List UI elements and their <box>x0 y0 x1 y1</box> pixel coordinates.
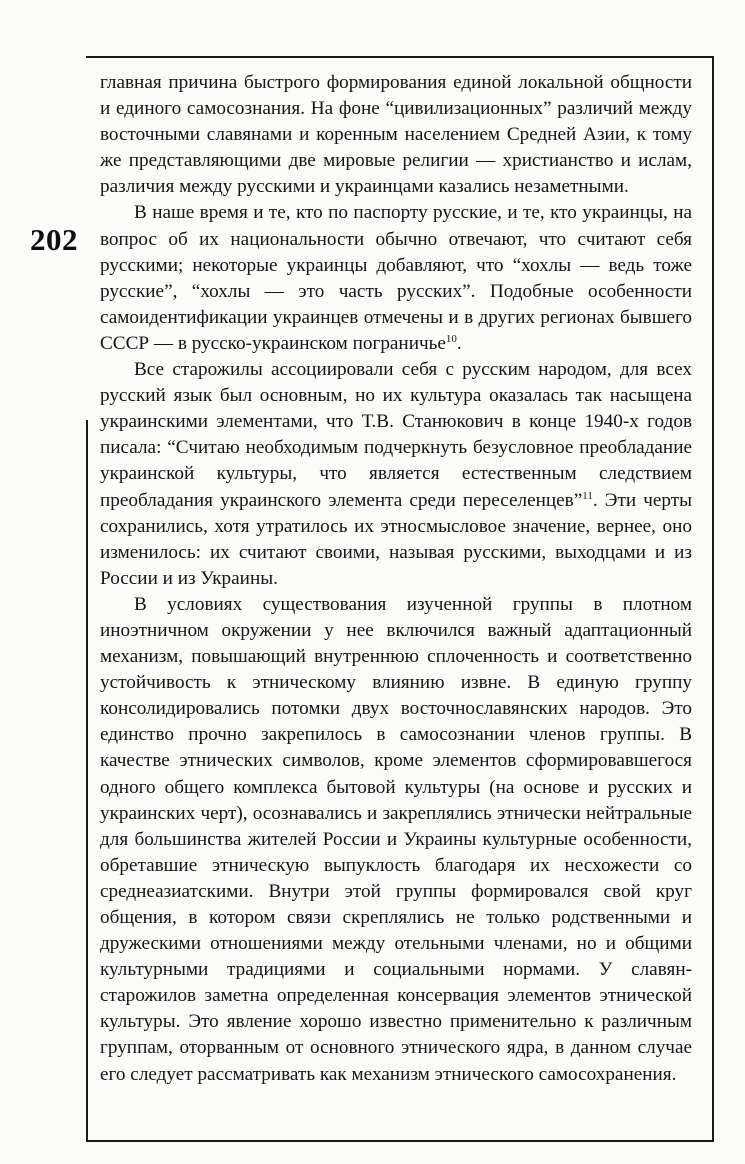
paragraph-2 <box>100 200 692 357</box>
page-number: 202 <box>30 222 78 257</box>
paragraph-3-text: Все старожилы ассоциировали себя с русским народом, для всех русский язык был основным, но их культура оказалась так насыщена украинскими элементами, что Т.В. Станюкович в конце 1940-х годов писала: “Считаю необходимым подчеркнуть безусловное преобладание украинской культуры, что является естественным следствием преобладания украинского элемента среди переселенцев” <box>100 359 692 511</box>
top-rule <box>86 56 714 58</box>
bottom-rule <box>86 1140 714 1142</box>
right-rule <box>712 56 714 1142</box>
paragraph-3-tail: . Эти черты сохранились, хотя утратилось их этносмысловое значение, вернее, оно изменилось: их считают своими, называя русскими, выходцами и из России и из Украины. <box>100 489 692 589</box>
paragraph-4-text: В условиях существования изученной группы в плотном иноэтничном окружении у нее включился важный адаптационный механизм, повышающий внутреннюю сплоченность и соответственно устойчивость к этническому влиянию извне. В единую группу консолидировались потомки двух восточнославянских народов. Это единство прочно закрепилось в самосознании членов группы. В качестве этнических символов, кроме элементов сформировавшегося одного общего комплекса бытовой культуры (на основе и русских и украинских черт), осознавались и закреплялись этнически нейтральные для большинства жителей России и Украины культурные особенности, обретавшие этническую выпуклость благодаря их несхожести со среднеазиатскими. Внутри этой группы формировался свой круг общения, в котором связи скреплялись не только родственными и дружескими отношениями между отельными членами, но и общими культурными традициями и социальными нормами. У славян-старожилов заметна определенная консервация элементов этнической культуры. Это явление хорошо известно применительно к различным группам, оторванным от основного этнического ядра, в данном случае его следует рассматривать как механизм этнического самосохранения. <box>100 593 692 1085</box>
paragraph-1-text: главная причина быстрого формирования единой локальной общности и единого самосознания. На фоне “цивилизационных” различий между восточными славянами и коренным населением Средней Азии, к тому же представляющими две мировые религии — христианство и ислам, различия между русскими и украинцами казались незаметными. <box>100 72 692 198</box>
text-column <box>100 70 692 1088</box>
paragraph-1 <box>100 70 692 200</box>
paragraph-4 <box>100 592 692 1088</box>
paragraph-3 <box>100 357 692 592</box>
left-rule <box>86 420 88 1142</box>
footnote-ref-10: 10 <box>445 332 457 345</box>
footnote-ref-11: 11 <box>582 489 593 502</box>
paragraph-2-tail: . <box>456 332 462 354</box>
paragraph-2-text: В наше время и те, кто по паспорту русские, и те, кто украинцы, на вопрос об их национальности обычно отвечают, что считают себя русскими; некоторые украинцы добавляют, что “хохлы — ведь тоже русские”, “хохлы — это часть русских”. Подобные особенности самоидентификации украинцев отмечены и в других регионах бывшего СССР — в русско-украинском пограничье <box>100 202 692 354</box>
